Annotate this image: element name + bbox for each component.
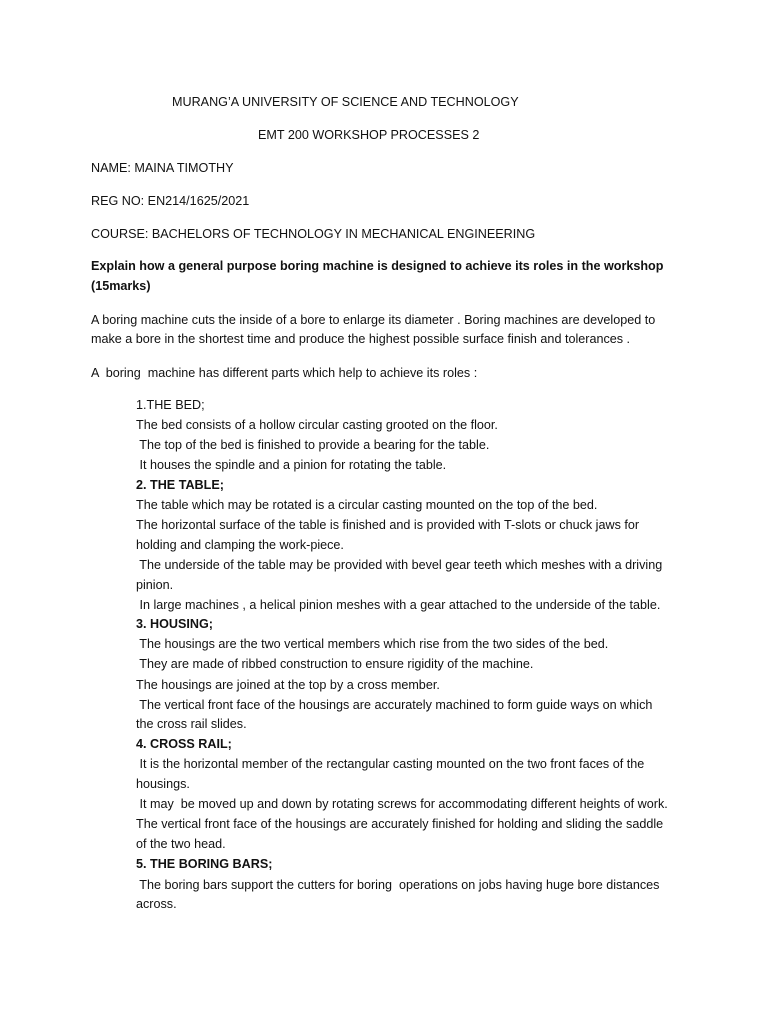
section-table-heading: 2. THE TABLE; <box>136 478 224 492</box>
section-housing-line: the cross rail slides. <box>136 717 247 731</box>
section-cross-rail-heading: 4. CROSS RAIL; <box>136 737 232 751</box>
intro-line-2: make a bore in the shortest time and produce the highest possible surface finish and tolerances . <box>91 332 631 346</box>
course-name: COURSE: BACHELORS OF TECHNOLOGY IN MECHANICAL ENGINEERING <box>91 227 536 241</box>
section-housing-line: The housings are the two vertical members which rise from the two sides of the bed. <box>136 637 609 651</box>
section-cross-rail-line: of the two head. <box>136 837 226 851</box>
section-boring-bars-line: The boring bars support the cutters for boring operations on jobs having huge bore distances <box>136 878 660 892</box>
section-cross-rail-line: housings. <box>136 777 190 791</box>
section-table-line: The table which may be rotated is a circular casting mounted on the top of the bed. <box>136 498 598 512</box>
registration-number: REG NO: EN214/1625/2021 <box>91 194 250 208</box>
section-housing-line: The housings are joined at the top by a cross member. <box>136 678 440 692</box>
section-bed-line: It houses the spindle and a pinion for rotating the table. <box>136 458 447 472</box>
intro-parts-line: A boring machine has different parts which help to achieve its roles : <box>91 366 478 380</box>
section-cross-rail-line: It may be moved up and down by rotating screws for accommodating different heights of work. <box>136 797 668 811</box>
university-title: MURANG’A UNIVERSITY OF SCIENCE AND TECHNOLOGY <box>172 95 519 109</box>
section-boring-bars-heading: 5. THE BORING BARS; <box>136 857 273 871</box>
course-unit-title: EMT 200 WORKSHOP PROCESSES 2 <box>258 128 480 142</box>
question-line-2: (15marks) <box>91 279 151 293</box>
section-boring-bars-line: across. <box>136 897 177 911</box>
section-bed-line: The bed consists of a hollow circular casting grooted on the floor. <box>136 418 498 432</box>
question-line-1: Explain how a general purpose boring machine is designed to achieve its roles in the workshop <box>91 259 664 273</box>
section-bed-heading: 1.THE BED; <box>136 398 205 412</box>
section-housing-line: They are made of ribbed construction to ensure rigidity of the machine. <box>136 657 534 671</box>
section-table-line: The underside of the table may be provided with bevel gear teeth which meshes with a driving <box>136 558 663 572</box>
section-bed-line: The top of the bed is finished to provide a bearing for the table. <box>136 438 490 452</box>
section-cross-rail-line: The vertical front face of the housings are accurately finished for holding and sliding the saddle <box>136 817 664 831</box>
section-table-line: The horizontal surface of the table is finished and is provided with T-slots or chuck jaws for <box>136 518 640 532</box>
intro-line-1: A boring machine cuts the inside of a bore to enlarge its diameter . Boring machines are developed to <box>91 313 656 327</box>
section-housing-line: The vertical front face of the housings are accurately machined to form guide ways on which <box>136 698 653 712</box>
section-table-line: holding and clamping the work-piece. <box>136 538 344 552</box>
section-cross-rail-line: It is the horizontal member of the rectangular casting mounted on the two front faces of the <box>136 757 645 771</box>
student-name: NAME: MAINA TIMOTHY <box>91 161 234 175</box>
section-table-line: In large machines , a helical pinion meshes with a gear attached to the underside of the table. <box>136 598 661 612</box>
section-table-line: pinion. <box>136 578 174 592</box>
section-housing-heading: 3. HOUSING; <box>136 617 213 631</box>
